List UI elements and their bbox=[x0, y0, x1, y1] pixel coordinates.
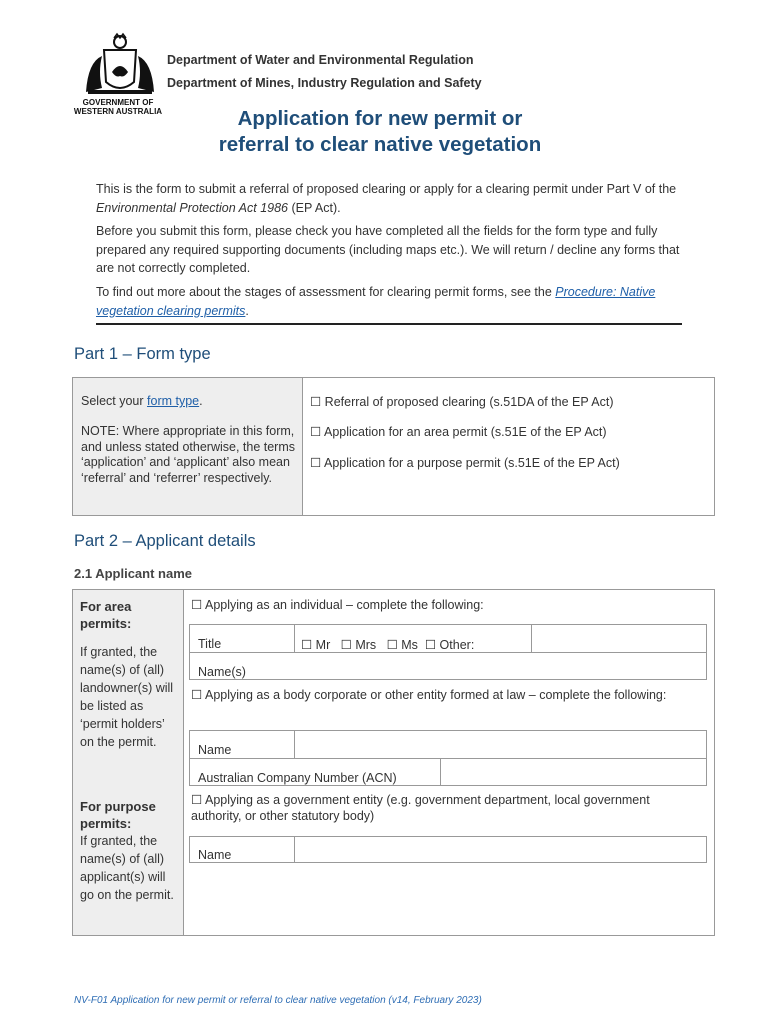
select-end: . bbox=[199, 394, 203, 408]
body-corporate-fields bbox=[189, 730, 707, 786]
area-permits-text: If granted, the name(s) of (all) landowner(s) will be listed as ‘permit holders’ on the permit. bbox=[80, 645, 174, 749]
select-form-type bbox=[81, 394, 203, 410]
title-choices[interactable]: ☐ Mr ☐ Mrs ☐ Ms ☐ Other: bbox=[301, 638, 475, 652]
name-label: Name bbox=[198, 743, 232, 757]
gov-line-1: GOVERNMENT OF bbox=[82, 98, 154, 107]
area-permits-heading: For area permits: bbox=[80, 599, 132, 631]
form-type-table bbox=[72, 377, 715, 516]
gov-name-input[interactable] bbox=[295, 837, 705, 862]
purpose-permits-heading: For purpose permits: bbox=[80, 799, 156, 831]
department-1: Department of Water and Environmental Regulation bbox=[167, 53, 474, 67]
gov-name-label: Name bbox=[198, 848, 232, 862]
option-purpose-permit[interactable]: ☐ Application for a purpose permit (s.51E of the EP Act) bbox=[310, 456, 620, 470]
title-label: Title bbox=[198, 637, 222, 651]
option-area-permit[interactable]: ☐ Application for an area permit (s.51E of the EP Act) bbox=[310, 425, 607, 439]
part1-heading: Part 1 – Form type bbox=[74, 345, 211, 363]
intro-paragraph-3 bbox=[96, 283, 686, 320]
title-line-1: Application for new permit or bbox=[237, 107, 523, 130]
intro-p1-text: This is the form to submit a referral of proposed clearing or apply for a clearing permit under Part V of the bbox=[96, 182, 677, 196]
select-text: Select your bbox=[81, 394, 148, 408]
applicant-table bbox=[72, 589, 715, 936]
individual-fields bbox=[189, 624, 707, 680]
purpose-permits-text: If granted, the name(s) of (all) applicant(s) will go on the permit. bbox=[80, 834, 174, 902]
ep-act-title: Environmental Protection Act 1986 bbox=[96, 200, 289, 215]
gov-line-2: WESTERN AUSTRALIA bbox=[73, 107, 163, 116]
part2-heading: Part 2 – Applicant details bbox=[74, 532, 256, 550]
option-body-corporate[interactable]: ☐ Applying as a body corporate or other entity formed at law – complete the following: bbox=[191, 688, 667, 702]
option-individual[interactable]: ☐ Applying as an individual – complete the following: bbox=[191, 598, 484, 612]
intro-p3-text: To find out more about the stages of assessment for clearing permit forms, see the bbox=[96, 285, 556, 299]
option-government[interactable]: ☐ Applying as a government entity (e.g. government department, local government authority, or other statutory body) bbox=[191, 793, 650, 823]
names-input[interactable] bbox=[294, 653, 705, 679]
acn-label: Australian Company Number (ACN) bbox=[198, 771, 397, 785]
intro-paragraph-1 bbox=[96, 180, 686, 217]
company-name-input[interactable] bbox=[295, 732, 705, 757]
department-2: Department of Mines, Industry Regulation and Safety bbox=[167, 76, 482, 90]
section-divider bbox=[96, 323, 682, 325]
applicant-name-heading: 2.1 Applicant name bbox=[74, 566, 192, 581]
divider bbox=[294, 625, 295, 652]
procedure-link[interactable]: Procedure: Native vegetation clearing permits bbox=[96, 285, 656, 318]
title-line-2: referral to clear native vegetation bbox=[218, 133, 542, 156]
form-note: NOTE: Where appropriate in this form, and unless stated otherwise, the terms ‘application’ and ‘applicant’ also mean ‘referral’ and ‘referrer’ respectively. bbox=[81, 424, 296, 485]
divider bbox=[531, 625, 532, 652]
footer: NV-F01 Application for new permit or referral to clear native vegetation (v14, February 2023) bbox=[74, 995, 482, 1006]
option-referral[interactable]: ☐ Referral of proposed clearing (s.51DA of the EP Act) bbox=[310, 395, 614, 409]
page-title bbox=[120, 106, 640, 158]
title-other-input[interactable] bbox=[533, 626, 705, 651]
intro-paragraph-2: Before you submit this form, please check you have completed all the fields for the form type and fully prepared any required supporting documents (including maps etc.). We will return / decline any forms that are not correctly completed. bbox=[96, 224, 680, 275]
form-type-link[interactable]: form type bbox=[147, 394, 200, 408]
intro-p3-end: . bbox=[245, 303, 249, 318]
names-label: Name(s) bbox=[198, 665, 246, 679]
government-fields bbox=[189, 836, 707, 863]
acn-input[interactable] bbox=[441, 759, 705, 785]
intro-p1-end: (EP Act). bbox=[288, 200, 341, 215]
